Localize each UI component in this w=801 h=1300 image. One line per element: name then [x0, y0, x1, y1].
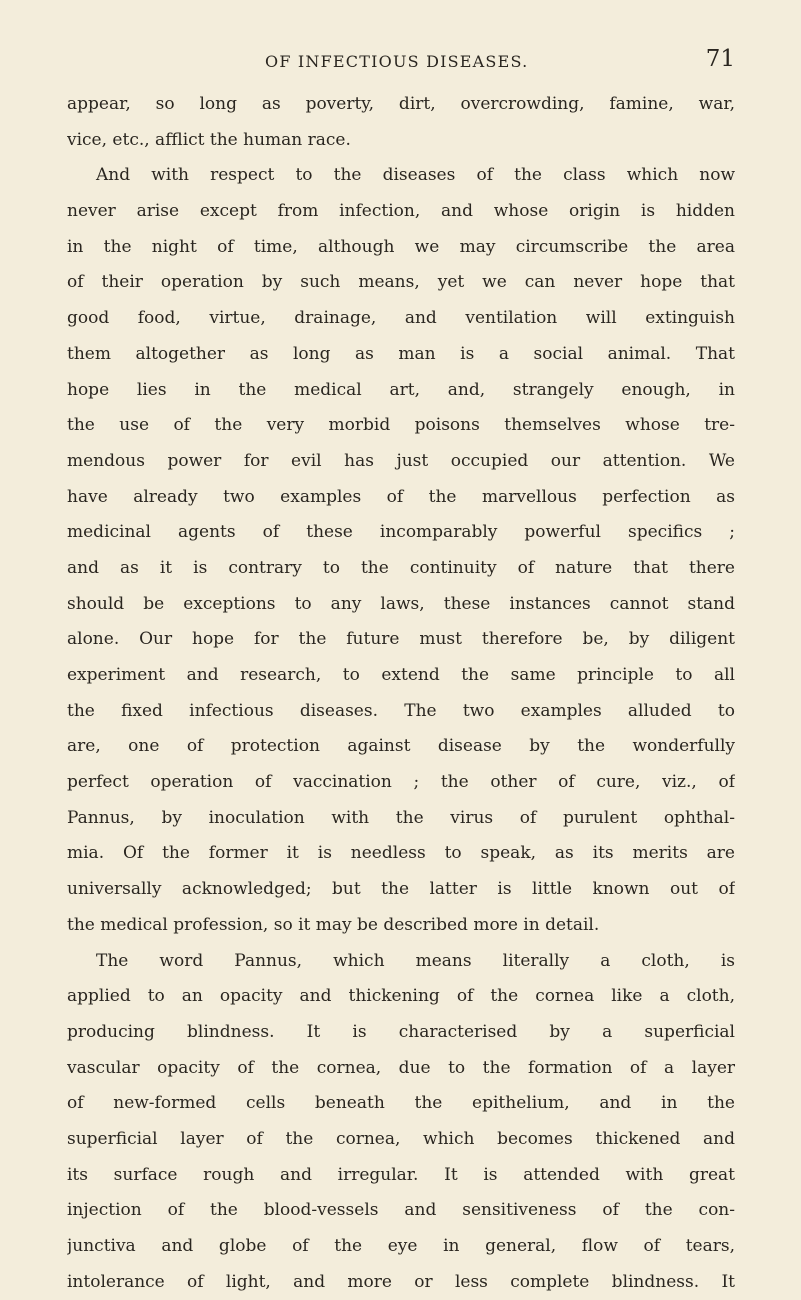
text-line: injection of the blood-vessels and sensitiveness of the con- — [67, 1200, 735, 1221]
text-line: in the night of time, although we may circumscribe the area — [67, 236, 735, 257]
text-line: are, one of protection against disease by the wonderfully — [67, 736, 735, 757]
text-line: of their operation by such means, yet we can never hope that — [67, 272, 735, 293]
text-line: intolerance of light, and more or less complete blindness. It — [67, 1271, 735, 1292]
text-line: superficial layer of the cornea, which becomes thickened and — [67, 1128, 735, 1149]
text-line: appear, so long as poverty, dirt, overcrowding, famine, war, — [67, 94, 735, 114]
text-line: vascular opacity of the cornea, due to the formation of a layer — [67, 1057, 735, 1078]
text-line: of new-formed cells beneath the epithelium, and in the — [67, 1093, 735, 1114]
text-line: junctiva and globe of the eye in general, flow of tears, — [67, 1236, 735, 1256]
text-line: have already two examples of the marvellous perfection as — [67, 486, 735, 507]
text-line: them altogether as long as man is a social animal. That — [67, 343, 735, 364]
text-line: good food, virtue, drainage, and ventilation will extinguish — [67, 308, 735, 329]
running-head — [67, 46, 735, 76]
text-line: alone. Our hope for the future must therefore be, by diligent — [67, 629, 735, 650]
text-line: its surface rough and irregular. It is attended with great — [67, 1164, 735, 1185]
text-line: should be exceptions to any laws, these instances cannot stand — [67, 593, 735, 614]
text-line: the fixed infectious diseases. The two examples alluded to — [67, 700, 735, 721]
text-line: hope lies in the medical art, and, strangely enough, in — [67, 379, 735, 400]
text-line: universally acknowledged; but the latter is little known out of — [67, 879, 735, 900]
text-line: mia. Of the former it is needless to speak, as its merits are — [67, 843, 735, 864]
text-line: perfect operation of vaccination ; the other of cure, viz., of — [67, 772, 735, 793]
body-text — [67, 87, 735, 1300]
text-line: The word Pannus, which means literally a cloth, is — [96, 950, 735, 971]
page-number: 71 — [705, 46, 735, 72]
text-line: the use of the very morbid poisons themselves whose tre- — [67, 415, 735, 436]
text-line: Pannus, by inoculation with the virus of purulent ophthal- — [67, 807, 735, 828]
text-line: mendous power for evil has just occupied our attention. We — [67, 450, 735, 471]
text-line: medicinal agents of these incomparably powerful specifics ; — [67, 522, 735, 543]
text-line: never arise except from infection, and whose origin is hidden — [67, 201, 735, 222]
text-line: the medical profession, so it may be described more in detail. — [67, 914, 600, 935]
text-line: experiment and research, to extend the same principle to all — [67, 665, 735, 685]
text-line: and as it is contrary to the continuity of nature that there — [67, 557, 735, 578]
text-line: And with respect to the diseases of the class which now — [96, 165, 735, 186]
text-line: vice, etc., afflict the human race. — [67, 129, 351, 150]
running-title: OF INFECTIOUS DISEASES. — [265, 52, 529, 71]
text-line: applied to an opacity and thickening of the cornea like a cloth, — [67, 986, 735, 1007]
text-line: producing blindness. It is characterised by a superficial — [67, 1021, 735, 1042]
